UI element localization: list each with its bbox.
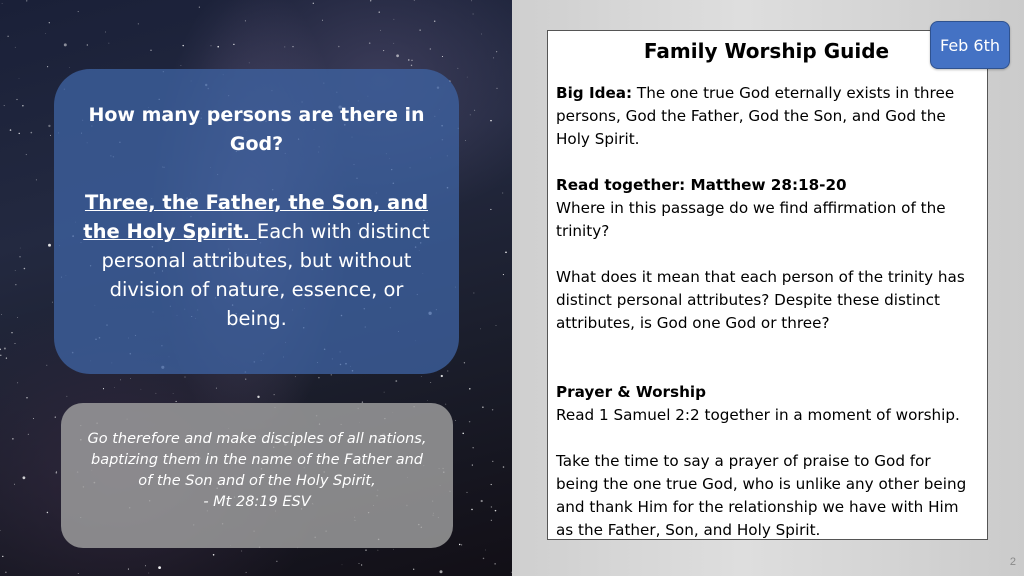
star — [493, 57, 494, 58]
big-idea-line-3: Holy Spirit. — [556, 130, 640, 148]
star — [46, 365, 47, 366]
prayer-text-line-2: being the one true God, who is unlike any other being — [556, 475, 967, 493]
star — [6, 357, 7, 358]
star — [380, 30, 381, 31]
verse-reference: - Mt 28:19 ESV — [203, 494, 311, 510]
star — [4, 347, 6, 349]
star — [120, 380, 121, 381]
star — [492, 461, 493, 462]
prayer-label: Prayer & Worship — [556, 383, 706, 401]
star — [472, 465, 473, 466]
star — [420, 30, 421, 31]
slide-number: 2 — [1009, 556, 1016, 568]
star — [2, 556, 3, 557]
star — [361, 564, 362, 565]
star — [19, 256, 20, 257]
star — [502, 192, 503, 193]
star — [473, 293, 474, 294]
star — [494, 563, 495, 564]
star — [276, 561, 277, 562]
star — [414, 0, 415, 1]
star — [12, 438, 13, 439]
star — [22, 105, 23, 106]
star — [491, 520, 492, 521]
star — [359, 563, 360, 564]
catechism-answer-line-3: division of nature, essence, or — [109, 278, 404, 301]
star — [15, 47, 16, 48]
star — [496, 325, 497, 326]
star — [28, 434, 29, 435]
star — [67, 396, 68, 397]
star — [19, 133, 20, 134]
star — [490, 209, 491, 210]
star — [445, 404, 446, 405]
star — [447, 371, 448, 372]
star — [33, 418, 34, 419]
star — [24, 268, 26, 270]
star — [292, 46, 293, 47]
star — [503, 274, 504, 275]
star — [26, 154, 27, 155]
star — [413, 569, 414, 570]
catechism-question-box — [54, 69, 459, 374]
guide-title: Family Worship Guide — [643, 39, 890, 63]
star — [464, 362, 465, 363]
star — [50, 135, 51, 136]
star — [11, 332, 12, 333]
star — [459, 544, 460, 545]
catechism-answer-bold: Three, the Father, the Son, and the Holy Spirit. — [83, 191, 429, 243]
star — [274, 394, 275, 395]
star — [473, 13, 474, 14]
star — [173, 393, 174, 394]
catechism-answer-line-1: Each with distinct — [256, 220, 430, 243]
star — [379, 12, 380, 13]
star — [17, 382, 18, 383]
guide-panel — [512, 0, 1024, 576]
star — [176, 401, 177, 402]
star — [505, 252, 507, 254]
star — [491, 484, 492, 485]
star — [217, 46, 219, 48]
discussion-section — [556, 266, 977, 335]
discussion-line-2: distinct personal attributes? Despite these distinct — [556, 291, 940, 309]
star — [64, 43, 67, 46]
prayer-text-section — [556, 450, 977, 542]
star — [245, 20, 246, 21]
star — [23, 476, 26, 479]
big-idea-line-1: The one true God eternally exists in three — [632, 84, 955, 102]
star — [491, 506, 492, 507]
star — [365, 550, 366, 551]
star — [465, 140, 466, 141]
star — [78, 11, 79, 12]
big-idea-line-2: persons, God the Father, God the Son, and God the — [556, 107, 946, 125]
prayer-text-line-1: Take the time to say a prayer of praise to God for — [556, 452, 931, 470]
star — [45, 33, 46, 34]
star — [109, 43, 110, 44]
star — [441, 375, 443, 377]
star — [455, 420, 456, 421]
star — [482, 406, 483, 407]
star — [481, 34, 482, 35]
prayer-text-line-4: as the Father, Son, and Holy Spirit. — [556, 521, 821, 539]
star — [15, 270, 16, 271]
discussion-line-1: What does it mean that each person of the trinity has — [556, 268, 965, 286]
star — [470, 115, 471, 116]
star — [481, 500, 483, 502]
star — [150, 50, 151, 51]
star — [114, 387, 115, 388]
star — [246, 572, 247, 573]
verse-line-1: Go therefore and make disciples of all nations, — [87, 431, 427, 447]
star — [480, 329, 481, 330]
star — [318, 377, 320, 379]
star — [1, 314, 2, 315]
read-question-line-2: trinity? — [556, 222, 610, 240]
star — [241, 550, 242, 551]
star — [15, 284, 16, 285]
star — [105, 32, 106, 33]
star — [383, 50, 384, 51]
star — [393, 549, 394, 550]
star — [36, 179, 37, 180]
star — [295, 376, 296, 377]
star — [485, 550, 486, 551]
star — [462, 433, 463, 434]
big-idea-section — [556, 82, 977, 151]
catechism-question: How many persons are there in God? — [88, 104, 425, 155]
star — [369, 42, 371, 44]
star — [427, 400, 428, 401]
star — [342, 565, 343, 566]
star — [56, 472, 58, 474]
star — [503, 466, 505, 468]
star — [17, 317, 18, 318]
star — [4, 105, 5, 106]
star — [430, 382, 431, 383]
star — [211, 45, 212, 46]
star — [496, 88, 497, 89]
star — [322, 20, 323, 21]
star — [31, 132, 33, 134]
read-together-label: Read together: Matthew 28:18-20 — [556, 176, 847, 194]
star — [52, 302, 53, 303]
catechism-answer-line-2: personal attributes, but without — [101, 249, 412, 272]
star — [430, 48, 431, 49]
scripture-verse-box — [61, 403, 453, 548]
star — [145, 565, 146, 566]
star — [378, 550, 379, 551]
star — [10, 129, 12, 131]
star — [148, 573, 149, 574]
star — [490, 120, 492, 122]
prayer-section — [556, 381, 977, 427]
star — [467, 492, 468, 493]
star — [394, 19, 395, 20]
star — [442, 56, 443, 57]
star — [2, 3, 3, 4]
star — [103, 388, 104, 389]
star — [471, 0, 472, 1]
prayer-reading-line: Read 1 Samuel 2:2 together in a moment of worship. — [556, 406, 960, 424]
star — [461, 544, 462, 545]
star — [396, 54, 399, 57]
star — [180, 65, 181, 66]
star — [26, 0, 27, 1]
star — [245, 379, 246, 380]
star — [496, 51, 497, 52]
prayer-text-line-3: and thank Him for the relationship we have with Him — [556, 498, 959, 516]
star — [158, 566, 161, 569]
star — [47, 66, 48, 67]
star — [87, 44, 88, 45]
star — [55, 416, 56, 417]
star — [249, 63, 250, 64]
star — [458, 68, 459, 69]
date-badge: Feb 6th — [930, 21, 1010, 69]
star — [411, 65, 412, 66]
star — [0, 355, 1, 356]
star — [473, 447, 474, 448]
star — [15, 343, 16, 344]
star — [141, 389, 142, 390]
star — [20, 248, 21, 249]
star — [284, 46, 285, 47]
discussion-line-3: attributes, is God one God or three? — [556, 314, 830, 332]
big-idea-label: Big Idea: — [556, 84, 633, 102]
star — [411, 60, 412, 61]
star — [257, 396, 259, 398]
star — [331, 374, 332, 375]
star — [474, 110, 475, 111]
catechism-answer — [80, 188, 433, 333]
star — [495, 510, 497, 512]
worship-guide-card — [547, 30, 988, 540]
star — [233, 44, 234, 45]
star — [439, 570, 442, 573]
star — [128, 569, 129, 570]
star — [384, 392, 385, 393]
read-together-section — [556, 174, 977, 243]
star — [47, 512, 48, 513]
star — [370, 0, 371, 1]
star — [393, 43, 394, 44]
star — [7, 36, 8, 37]
star — [48, 244, 51, 247]
star — [78, 573, 79, 574]
star — [421, 376, 422, 377]
star — [14, 484, 15, 485]
star — [213, 554, 215, 556]
star — [48, 125, 50, 127]
star — [182, 45, 183, 46]
star — [395, 380, 397, 382]
star — [199, 7, 200, 8]
star — [130, 378, 131, 379]
star — [492, 409, 493, 410]
verse-line-3: of the Son and of the Holy Spirit, — [138, 473, 376, 489]
star — [69, 67, 70, 68]
star — [471, 509, 472, 510]
catechism-answer-line-4: being. — [226, 307, 287, 330]
star — [0, 349, 1, 351]
star — [26, 397, 27, 398]
star — [5, 572, 6, 573]
star — [185, 377, 186, 378]
star — [408, 59, 409, 60]
star — [19, 78, 20, 79]
star — [469, 388, 471, 390]
star — [434, 21, 435, 22]
star — [56, 471, 57, 472]
star — [216, 388, 217, 389]
star — [338, 46, 340, 48]
star — [49, 22, 50, 23]
star — [313, 3, 314, 4]
verse-line-2: baptizing them in the name of the Father and — [90, 452, 423, 468]
star — [469, 421, 470, 422]
star — [16, 99, 17, 100]
star — [138, 23, 139, 24]
star — [483, 558, 485, 560]
read-question-line-1: Where in this passage do we find affirmation of the — [556, 199, 946, 217]
star — [467, 77, 468, 78]
star — [156, 393, 157, 394]
